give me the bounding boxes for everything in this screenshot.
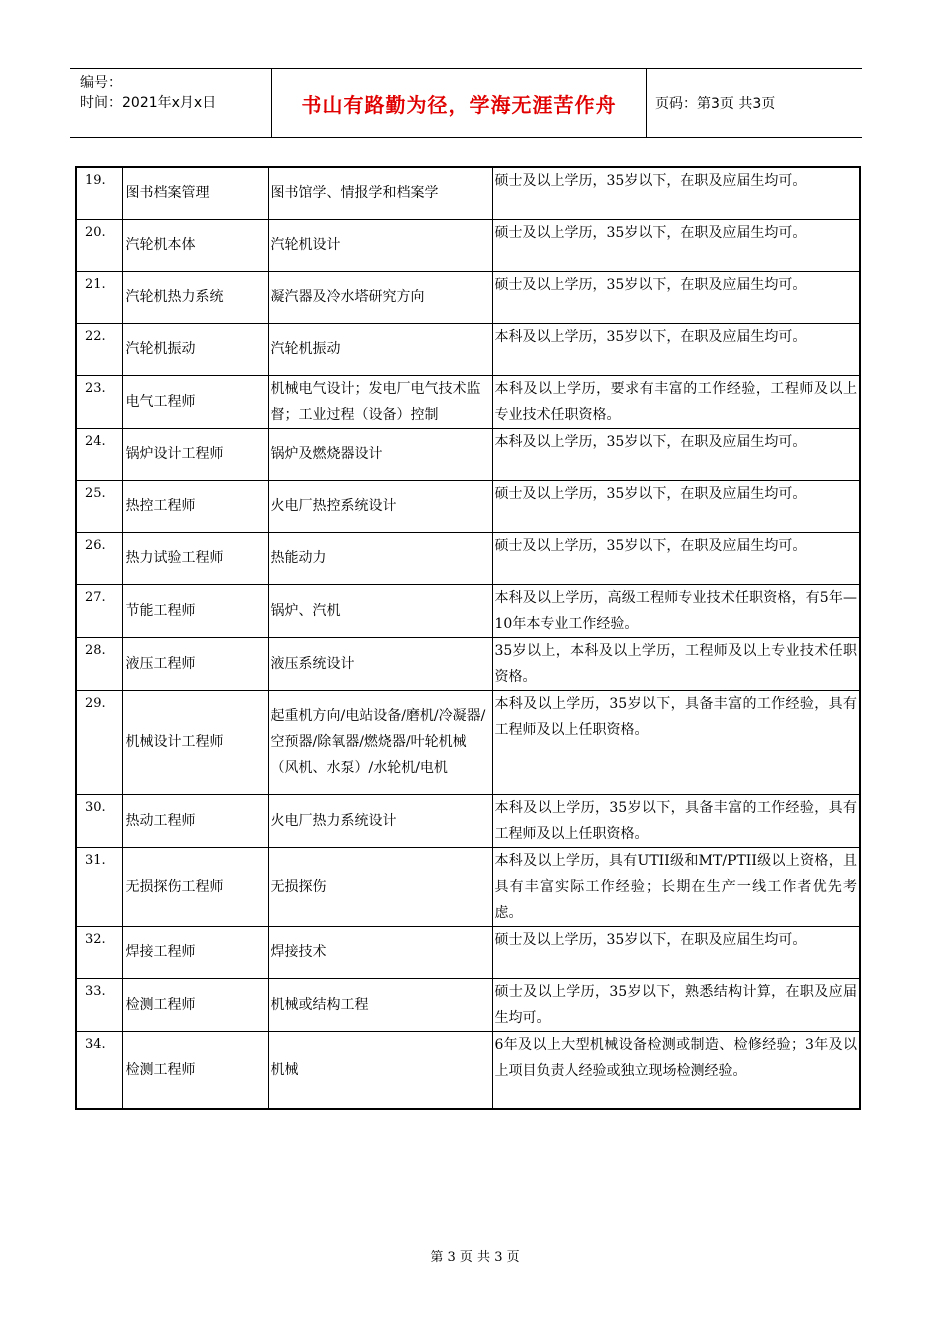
position-title: 检测工程师 [122,978,268,1031]
header-motto: 书山有路勤为径，学海无涯苦作舟 [272,69,647,137]
position-title: 无损探伤工程师 [122,847,268,926]
position-title: 机械设计工程师 [122,690,268,794]
page-footer: 第 3 页 共 3 页 [430,1250,520,1265]
requirements: 硕士及以上学历，35岁以下，在职及应届生均可。 [492,219,860,271]
row-number: 32. [76,926,122,978]
position-title: 汽轮机振动 [122,323,268,375]
row-number: 25. [76,480,122,532]
specialty: 汽轮机振动 [268,323,492,375]
row-number: 30. [76,794,122,847]
specialty: 凝汽器及冷水塔研究方向 [268,271,492,323]
date-line: 时间：2021年x月x日 [80,95,217,111]
row-number: 24. [76,428,122,480]
specialty: 锅炉、汽机 [268,584,492,637]
row-number: 26. [76,532,122,584]
requirements: 硕士及以上学历，35岁以下，在职及应届生均可。 [492,271,860,323]
position-title: 热控工程师 [122,480,268,532]
jobs-table-body [76,167,860,1109]
specialty: 火电厂热力系统设计 [268,794,492,847]
requirements: 本科及以上学历，35岁以下，在职及应届生均可。 [492,428,860,480]
requirements: 6年及以上大型机械设备检测或制造、检修经验；3年及以上项目负责人经验或独立现场检测经验。 [492,1031,860,1109]
position-title: 电气工程师 [122,375,268,428]
table-row [76,584,860,637]
document-header [70,68,862,138]
table-row [76,847,860,926]
requirements: 本科及以上学历，高级工程师专业技术任职资格，有5年—10年本专业工作经验。 [492,584,860,637]
table-row [76,375,860,428]
requirements: 本科及以上学历，35岁以下，具备丰富的工作经验，具有工程师及以上任职资格。 [492,690,860,794]
jobs-table [75,166,861,1110]
position-title: 图书档案管理 [122,167,268,219]
specialty: 机械电气设计；发电厂电气技术监督；工业过程（设备）控制 [268,375,492,428]
position-title: 汽轮机热力系统 [122,271,268,323]
specialty: 液压系统设计 [268,637,492,690]
row-number: 28. [76,637,122,690]
row-number: 21. [76,271,122,323]
row-number: 22. [76,323,122,375]
table-row [76,480,860,532]
requirements: 35岁以上，本科及以上学历，工程师及以上专业技术任职资格。 [492,637,860,690]
requirements: 硕士及以上学历，35岁以下，在职及应届生均可。 [492,926,860,978]
position-title: 焊接工程师 [122,926,268,978]
row-number: 27. [76,584,122,637]
specialty: 汽轮机设计 [268,219,492,271]
row-number: 19. [76,167,122,219]
row-number: 20. [76,219,122,271]
specialty: 焊接技术 [268,926,492,978]
requirements: 本科及以上学历，35岁以下，具备丰富的工作经验，具有工程师及以上任职资格。 [492,794,860,847]
position-title: 检测工程师 [122,1031,268,1109]
position-title: 汽轮机本体 [122,219,268,271]
requirements: 本科及以上学历，要求有丰富的工作经验，工程师及以上专业技术任职资格。 [492,375,860,428]
specialty: 锅炉及燃烧器设计 [268,428,492,480]
position-title: 热力试验工程师 [122,532,268,584]
table-row [76,690,860,794]
row-number: 29. [76,690,122,794]
requirements: 硕士及以上学历，35岁以下，在职及应届生均可。 [492,532,860,584]
specialty: 机械或结构工程 [268,978,492,1031]
requirements: 本科及以上学历，35岁以下，在职及应届生均可。 [492,323,860,375]
table-row [76,637,860,690]
specialty: 机械 [268,1031,492,1109]
table-row [76,323,860,375]
requirements: 本科及以上学历，具有UTII级和MT/PTII级以上资格，且具有丰富实际工作经验；长期在生产一线工作者优先考虑。 [492,847,860,926]
table-row [76,428,860,480]
row-number: 33. [76,978,122,1031]
row-number: 23. [76,375,122,428]
table-row [76,532,860,584]
table-row [76,978,860,1031]
serial-label: 编号： [80,75,122,91]
table-row [76,1031,860,1109]
specialty: 热能动力 [268,532,492,584]
position-title: 节能工程师 [122,584,268,637]
row-number: 31. [76,847,122,926]
position-title: 液压工程师 [122,637,268,690]
specialty: 无损探伤 [268,847,492,926]
row-number: 34. [76,1031,122,1109]
table-row [76,167,860,219]
specialty: 火电厂热控系统设计 [268,480,492,532]
specialty: 起重机方向/电站设备/磨机/冷凝器/空预器/除氧器/燃烧器/叶轮机械（风机、水泵）/水轮机/电机 [268,690,492,794]
table-row [76,271,860,323]
header-meta [70,69,272,137]
position-title: 热动工程师 [122,794,268,847]
requirements: 硕士及以上学历，35岁以下，熟悉结构计算，在职及应届生均可。 [492,978,860,1031]
requirements: 硕士及以上学历，35岁以下，在职及应届生均可。 [492,167,860,219]
table-row [76,794,860,847]
header-page-code: 页码：第3页 共3页 [655,96,776,112]
specialty: 图书馆学、情报学和档案学 [268,167,492,219]
position-title: 锅炉设计工程师 [122,428,268,480]
requirements: 硕士及以上学历，35岁以下，在职及应届生均可。 [492,480,860,532]
table-row [76,926,860,978]
table-row [76,219,860,271]
